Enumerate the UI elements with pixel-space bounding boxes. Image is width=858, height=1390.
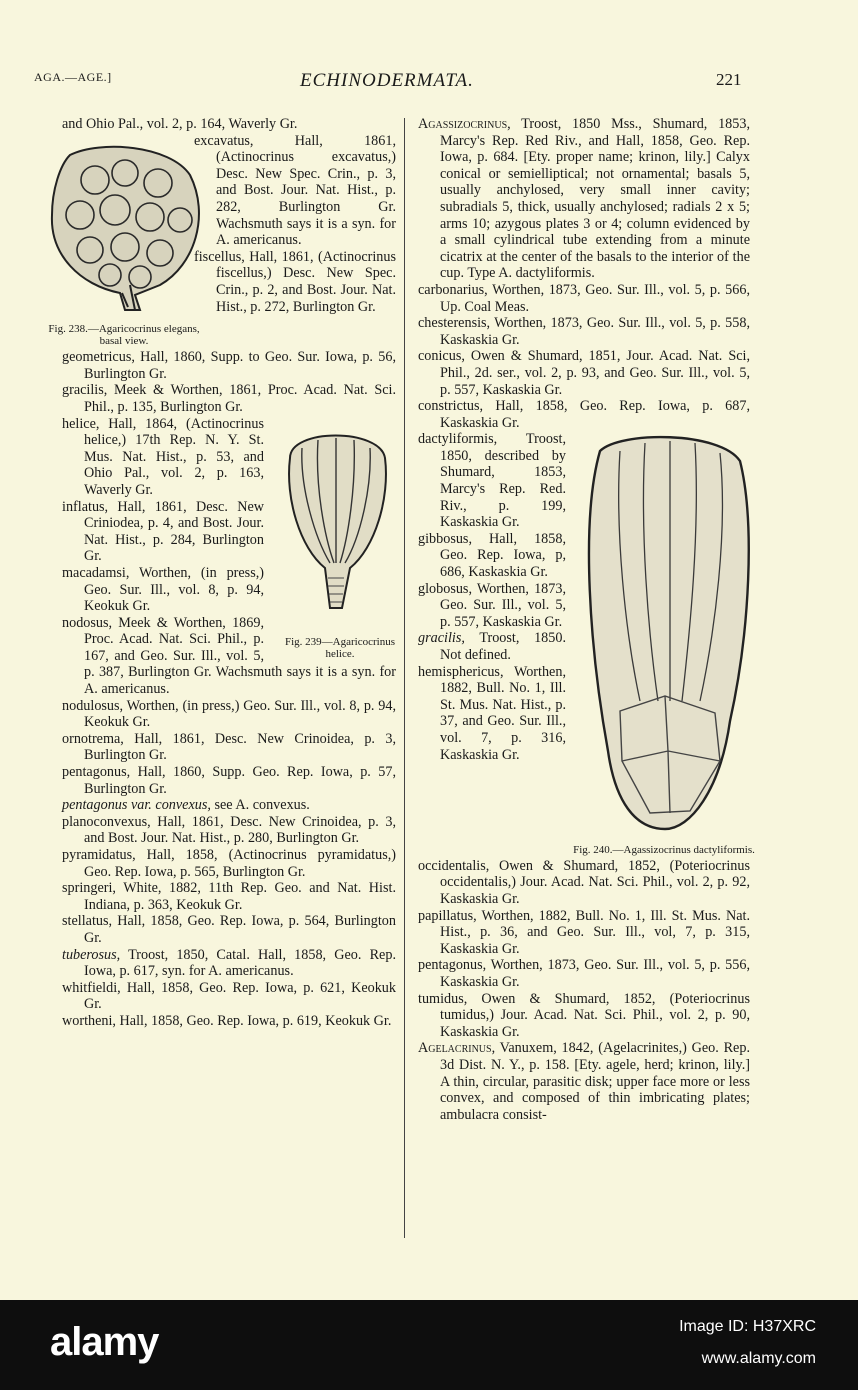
figure-238-caption: Fig. 238.—Agaricocrinus elegans, basal view. [48,323,200,348]
entry-constrictus: constrictus, Hall, 1858, Geo. Rep. Iowa, p. 687, Kaskaskia Gr. [418,398,750,431]
left-column [48,116,396,1030]
entry-inflatus: inflatus, Hall, 1861, Desc. New Criniodea, p. 4, and Bost. Jour. Nat. Hist., p. 284, Burlington Gr. [62,498,264,565]
column-divider [404,118,405,1238]
stock-watermark-bar [0,1300,858,1390]
entry-pentagonus-convexus-text: see A. convexus. [210,797,310,814]
agassizocrinus-dactyliformis-illustration [570,431,756,835]
entry-tumidus: tumidus, Owen & Shumard, 1852, (Poteriocrinus tumidus,) Jour. Acad. Nat. Sci. Phil., vol. 2, p. 90, Kaskaskia Gr. [418,990,750,1040]
entry-geometricus: geometricus, Hall, 1860, Supp. to Geo. Sur. Iowa, p. 56, Burlington Gr. [62,349,396,382]
entry-wortheni: wortheni, Hall, 1858, Geo. Rep. Iowa, p. 619, Keokuk Gr. [62,1012,392,1029]
entry-gracilis-troost-italic: gracilis, [418,630,465,647]
entry-macadamsi: macadamsi, Worthen, (in press,) Geo. Sur. Ill., vol. 8, p. 94, Keokuk Gr. [62,564,264,615]
entry-ornotrema: ornotrema, Hall, 1861, Desc. New Crinoidea, p. 3, Burlington Gr. [62,730,396,764]
entry-continuation: and Ohio Pal., vol. 2, p. 164, Waverly Gr. [62,116,298,132]
entry-nodulosus: nodulosus, Worthen, (in press,) Geo. Sur. Ill., vol. 8, p. 94, Keokuk Gr. [62,697,396,731]
entry-gracilis-troost-text: Troost, 1850. Not defined. [440,630,566,663]
entry-pentagonus: pentagonus, Hall, 1860, Supp. Geo. Rep. Iowa, p. 57, Burlington Gr. [62,764,396,797]
running-head-title: ECHINODERMATA. [300,70,474,91]
entry-dactyliformis: dactyliformis, Troost, 1850, described by Shumard, 1853, Marcy's Rep. Red. Riv., p. 199, Kaskaskia Gr. [418,431,566,531]
entry-stellatus: stellatus, Hall, 1858, Geo. Rep. Iowa, p. 564, Burlington Gr. [62,913,396,946]
entry-excavatus: excavatus, Hall, 1861, (Actinocrinus excavatus,) Desc. New Spec. Crin., p. 3, and Bost. Jour. Nat. Hist., p. 282, Burlington Gr. Wachsmuth says it is a syn. for A. americanus. [194,132,396,249]
entry-agelacrinus-text: Vanuxem, 1842, (Agelacrinites,) Geo. Rep. 3d Dist. N. Y., p. 158. [Ety. agele, herd; krinon, lily.] A thin, circular, parasitic disk; upper face more or less convex, and composed of thin imbricating plates; ambulacra consist- [440,1040,750,1123]
entry-globosus: globosus, Worthen, 1873, Geo. Sur. Ill., vol. 5, p. 557, Kaskaskia Gr. [418,580,566,630]
entry-tuberosus-italic: tuberosus, [62,946,121,963]
figure-240-caption: Fig. 240.—Agassizocrinus dactyliformis. [573,843,755,856]
entry-agassizocrinus-text: Troost, 1850 Mss., Shumard, 1853, Marcy's Rep. Red Riv., and Hall, 1858, Geo. Rep. Iowa, p. 684. [Ety. proper name; krinon, lily.] Calyx conical or semielliptical; not ornamental; basals 5, usually anchylosed, very small inner cavity; subradials 5, thick, usually anchylosed; radials 2 x 5; arms 10; azygous plates 3 or 4; column evidenced by a small cylindrical tube extending from a minute cicatrix at the center of the basals to the interior of the cup. Type A. dactyliformis. [440,116,750,282]
right-column [418,116,755,1123]
entry-papillatus: papillatus, Worthen, 1882, Bull. No. 1, Ill. St. Mus. Nat. Hist., p. 36, and Geo. Sur. Ill., vol, 7, p. 315, Kaskaskia Gr. [418,907,750,957]
agaricocrinus-helice-illustration [270,418,400,628]
entry-pentagonus-convexus [62,797,396,814]
figure-240 [570,431,758,856]
entry-gibbosus: gibbosus, Hall, 1858, Geo. Rep. Iowa, p, 686, Kaskaskia Gr. [418,530,566,581]
entry-nodosus: nodosus, Meek & Worthen, 1869, Proc. Acad. Nat. Sci. Phil., p. 167, and Geo. Sur. Ill., vol. 5, p. 387, Burlington Gr. Wachsmuth says it is a syn. for A. americanus. [62,614,396,698]
agaricocrinus-elegans-illustration [40,135,208,315]
entry-conicus: conicus, Owen & Shumard, 1851, Jour. Acad. Nat. Sci, Phil., 2d. ser., vol. 2, p. 93, and Geo. Sur. Ill., vol. 5, p. 557, Kaskaskia Gr. [418,348,750,398]
entry-helice: helice, Hall, 1864, (Actinocrinus helice,) 17th Rep. N. Y. St. Mus. Nat. Hist., p. 53, and Ohio Pal., vol. 2, p. 163, Waverly Gr. [62,415,264,498]
page-number: 221 [716,70,742,89]
entry-planoconvexus: planoconvexus, Hall, 1861, Desc. New Crinoidea, p. 3, and Bost. Jour. Nat. Hist., p. 280, Burlington Gr. [62,813,396,847]
genus-agassizocrinus: Agassizocrinus, [418,116,511,132]
entry-gracilis: gracilis, Meek & Worthen, 1861, Proc. Acad. Nat. Sci. Phil., p. 135, Burlington Gr. [62,382,396,415]
entry-tuberosus [62,947,396,980]
figure-238 [40,135,208,348]
running-head-left: AGA.—AGE.] [34,70,112,84]
entry-carbonarius: carbonarius, Worthen, 1873, Geo. Sur. Ill., vol. 5, p. 566, Up. Coal Meas. [418,281,750,315]
entry-hemisphericus: hemisphericus, Worthen, 1882, Bull. No. 1, Ill. St. Mus. Nat. Hist., p. 37, and Geo. Sur. Ill., vol. 7, p. 316, Kaskaskia Gr. [418,663,566,763]
entry-tuberosus-text: Troost, 1850, Catal. Hall, 1858, Geo. Rep. Iowa, p. 617, syn. for A. americanus. [84,946,396,980]
genus-agelacrinus: Agelacrinus, [418,1040,496,1057]
image-id: Image ID: H37XRC [679,1318,816,1335]
entry-agelacrinus [418,1040,750,1123]
entry-pentagonus-convexus-italic: pentagonus var. convexus, [62,797,211,814]
site-url: www.alamy.com [701,1350,816,1367]
figure-239-caption: Fig. 239—Agaricocrinus helice. [285,636,395,661]
figure-239 [270,418,410,661]
entry-whitfieldi: whitfieldi, Hall, 1858, Geo. Rep. Iowa, p. 621, Keokuk Gr. [62,979,396,1013]
entry-agassizocrinus [418,116,750,282]
entry-springeri: springeri, White, 1882, 11th Rep. Geo. and Nat. Hist. Indiana, p. 363, Keokuk Gr. [62,880,396,913]
alamy-logo: alamy [50,1320,159,1364]
entry-pyramidatus: pyramidatus, Hall, 1858, (Actinocrinus pyramidatus,) Geo. Rep. Iowa, p. 565, Burlington Gr. [62,847,396,880]
entry-fiscellus: fiscellus, Hall, 1861, (Actinocrinus fiscellus,) Desc. New Spec. Crin., p. 2, and Bost. Jour. Nat. Hist., p. 272, Burlington Gr. [194,248,396,315]
entry-pentagonus-worthen: pentagonus, Worthen, 1873, Geo. Sur. Ill., vol. 5, p. 556, Kaskaskia Gr. [418,957,750,991]
entry-occidentalis: occidentalis, Owen & Shumard, 1852, (Poteriocrinus occidentalis,) Jour. Acad. Nat. Sci. Phil., vol. 2, p. 92, Kaskaskia Gr. [418,857,750,908]
entry-chesterensis: chesterensis, Worthen, 1873, Geo. Sur. Ill., vol. 5, p. 558, Kaskaskia Gr. [418,315,750,348]
